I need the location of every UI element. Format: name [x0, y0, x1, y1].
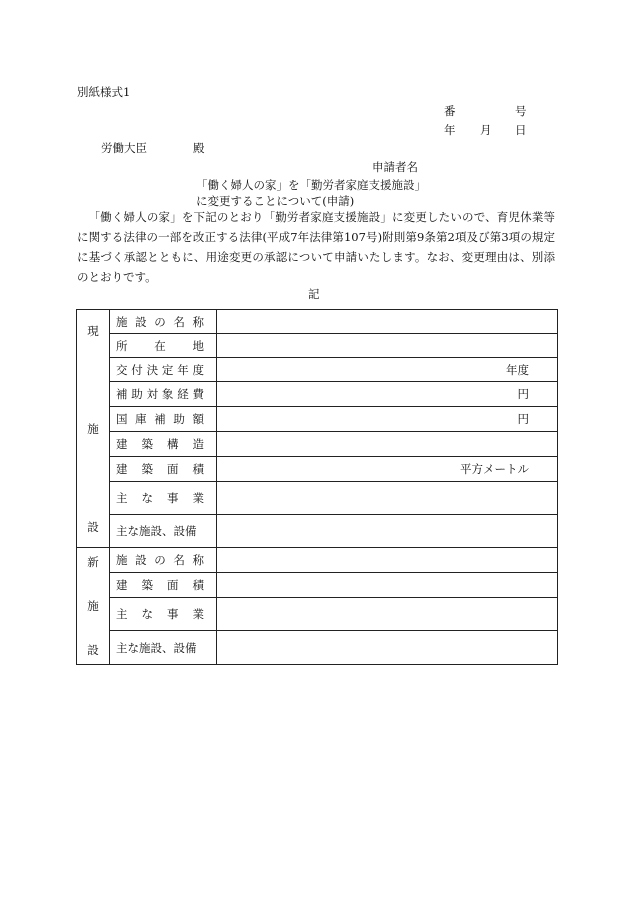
record-heading: 記	[308, 287, 320, 301]
honorific: 殿	[193, 141, 205, 155]
table-row	[77, 334, 558, 358]
row-label	[110, 548, 217, 573]
row-label	[110, 598, 217, 631]
table-row	[77, 432, 558, 457]
table-row	[77, 407, 558, 432]
row-label	[110, 358, 217, 382]
body-paragraph-block	[77, 207, 555, 287]
row-value	[217, 548, 558, 573]
row-label	[110, 334, 217, 358]
table-row	[77, 598, 558, 631]
date-year: 年	[444, 123, 456, 137]
applicant-label: 申請者名	[372, 160, 418, 174]
table-row	[77, 548, 558, 573]
row-value: 円	[217, 407, 558, 432]
row-value	[217, 573, 558, 598]
new-group-char: 設	[87, 643, 99, 657]
number-suffix: 号	[515, 104, 527, 118]
row-label	[110, 432, 217, 457]
label-text: 主 な 事 業	[116, 607, 204, 621]
new-facility-group	[77, 548, 110, 665]
label-text: 主な施設、設備	[116, 640, 197, 655]
addressee: 労働大臣	[101, 141, 147, 155]
row-label	[110, 407, 217, 432]
row-value: 平方メートル	[217, 457, 558, 482]
row-label	[110, 631, 217, 665]
label-text: 建 築 面 積	[116, 462, 204, 476]
row-value: 円	[217, 382, 558, 407]
new-group-char: 新	[87, 555, 99, 569]
table-row	[77, 457, 558, 482]
row-value	[217, 515, 558, 548]
label-text: 補 助 対 象 経 費	[116, 387, 204, 401]
title-line-2: に変更することについて(申請)	[196, 194, 355, 208]
table-row	[77, 631, 558, 665]
row-value	[217, 482, 558, 515]
number-label: 番	[444, 104, 456, 118]
table-row	[77, 382, 558, 407]
table-row	[77, 573, 558, 598]
date-day: 日	[515, 123, 527, 137]
label-text: 主 な 事 業	[116, 491, 204, 505]
row-label	[110, 457, 217, 482]
row-value	[217, 334, 558, 358]
row-label	[110, 382, 217, 407]
current-group-char: 施	[87, 421, 99, 436]
facility-table	[76, 309, 558, 665]
row-value	[217, 310, 558, 334]
current-facility-group	[77, 310, 110, 548]
row-value	[217, 432, 558, 457]
table-row	[77, 310, 558, 334]
title-line-1: 「働く婦人の家」を「勤労者家庭支援施設」	[196, 178, 426, 192]
label-text: 交 付 決 定 年 度	[116, 362, 204, 377]
form-id: 別紙様式1	[77, 85, 131, 99]
label-text: 主な施設、設備	[116, 524, 197, 538]
current-group-char: 設	[87, 519, 99, 534]
row-label	[110, 482, 217, 515]
current-group-char: 現	[87, 323, 99, 338]
label-text: 建 築 面 積	[116, 578, 204, 592]
row-value	[217, 631, 558, 665]
label-text: 施 設 の 名 称	[116, 314, 204, 329]
row-label	[110, 573, 217, 598]
body-paragraph: 「働く婦人の家」を下記のとおり「勤労者家庭支援施設」に変更したいので、育児休業等に関する法律の一部を改正する法律(平成7年法律第107号)附則第9条第2項及び第3項の規定に基づく承認とともに、用途変更の承認について申請いたします。なお、変更理由は、別添のとおりです。	[77, 210, 555, 284]
label-text: 施 設 の 名 称	[116, 553, 204, 567]
row-value	[217, 598, 558, 631]
row-label	[110, 515, 217, 548]
row-value: 年度	[217, 358, 558, 382]
new-group-char: 施	[87, 599, 99, 613]
date-month: 月	[480, 123, 492, 137]
row-label	[110, 310, 217, 334]
table-row	[77, 515, 558, 548]
table-row	[77, 358, 558, 382]
table-row	[77, 482, 558, 515]
label-text: 所 在 地	[116, 338, 204, 353]
label-text: 国 庫 補 助 額	[116, 412, 204, 426]
label-text: 建 築 構 造	[116, 437, 204, 451]
